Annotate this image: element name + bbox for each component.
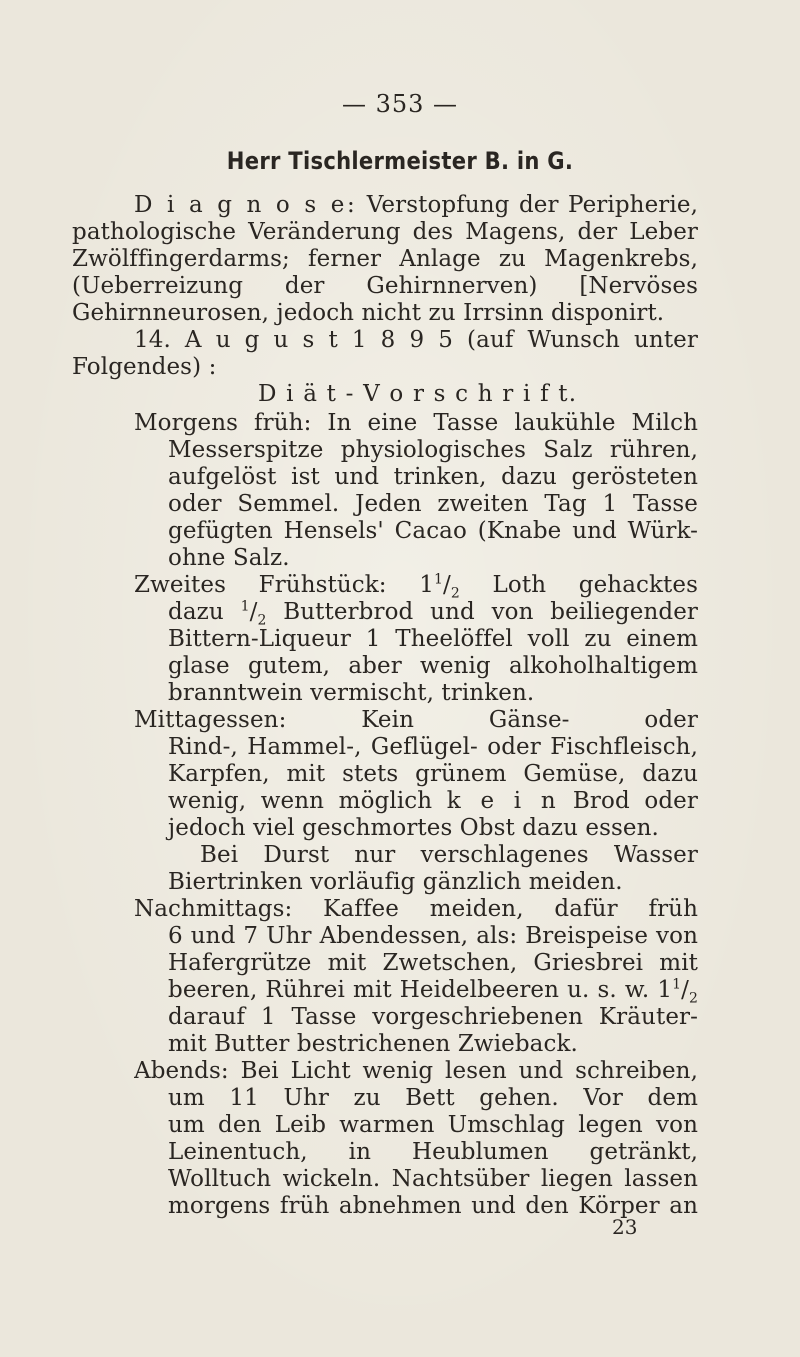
page-title: Herr Tischlermeister B. in G. xyxy=(226,147,574,175)
text-line: Biertrinken vorläufig gänzlich meiden. xyxy=(168,869,623,895)
text-line: um den Leib warmen Umschlag legen von xyxy=(168,1112,698,1138)
section-heading: D i ä t - V o r s c h r i f t. xyxy=(258,381,578,407)
text-line: wenig, wenn möglich k e i n Brod oder xyxy=(168,788,698,814)
text-line: Zweites Frühstück: $1^1/_2$ Loth gehacktes xyxy=(134,571,698,599)
text-line: ohne Salz. xyxy=(168,545,290,571)
text-line: mit Butter bestrichenen Zwieback. xyxy=(168,1031,578,1057)
text-line: Folgendes) : xyxy=(72,354,217,380)
text-line: 6 und 7 Uhr Abendessen, als: Breispeise von xyxy=(168,923,698,949)
text-line: oder Semmel. Jeden zweiten Tag 1 Tasse xyxy=(168,491,698,517)
text-line: aufgelöst ist und trinken, dazu gerösteten xyxy=(168,464,698,490)
text-line: Abends: Bei Licht wenig lesen und schreiben, xyxy=(134,1058,698,1084)
text-line: Leinentuch, in Heublumen getränkt, xyxy=(168,1139,698,1165)
text-line: um 11 Uhr zu Bett gehen. Vor dem xyxy=(168,1085,698,1111)
text-line: 14. A u g u s t 1 8 9 5 (auf Wunsch unter xyxy=(134,327,698,353)
text-line: Gehirnneurosen, jedoch nicht zu Irrsinn disponirt. xyxy=(72,300,665,326)
text-line: Zwölffingerdarms; ferner Anlage zu Magenkrebs, xyxy=(72,246,698,272)
text-line: Bei Durst nur verschlagenes Wasser xyxy=(200,842,698,868)
text-line: Rind-, Hammel-, Geflügel- oder Fischfleisch, xyxy=(168,734,698,760)
text-line: Bittern-Liqueur 1 Theelöffel voll zu einem xyxy=(168,626,698,652)
text-line: Karpfen, mit stets grünem Gemüse, dazu xyxy=(168,761,698,787)
text-line: darauf 1 Tasse vorgeschriebenen Kräuter- xyxy=(168,1004,698,1030)
text-line: D i a g n o s e: Verstopfung der Peripherie, xyxy=(134,192,698,218)
text-line: branntwein vermischt, trinken. xyxy=(168,680,535,706)
text-line: Morgens früh: In eine Tasse laukühle Milch xyxy=(134,410,698,436)
text-line: Mittagessen: Kein Gänse- oder xyxy=(134,707,698,733)
text-line: beeren, Rührei mit Heidelbeeren u. s. w. $1^1/_2$ xyxy=(168,976,698,1004)
text-line: Wolltuch wickeln. Nachtsüber liegen lassen xyxy=(168,1166,698,1192)
text-line: pathologische Veränderung des Magens, der Leber xyxy=(72,219,698,245)
text-line: Hafergrütze mit Zwetschen, Griesbrei mit xyxy=(168,950,698,976)
page-header: — 353 — xyxy=(341,90,459,118)
text-line: Nachmittags: Kaffee meiden, dafür früh xyxy=(134,896,698,922)
text-line: (Ueberreizung der Gehirnnerven) [Nervöses xyxy=(72,273,698,299)
text-line: jedoch viel geschmortes Obst dazu essen. xyxy=(168,815,659,841)
text-line: morgens früh abnehmen und den Körper an xyxy=(168,1193,698,1219)
text-line: dazu $^1/_2$ Butterbrod und von beiliegender xyxy=(168,598,698,626)
text-line: glase gutem, aber wenig alkoholhaltigem xyxy=(168,653,698,679)
text-line: Messerspitze physiologisches Salz rühren, xyxy=(168,437,698,463)
text-line: gefügten Hensels' Cacao (Knabe und Würk- xyxy=(168,518,698,544)
signature-mark: 23 xyxy=(612,1215,638,1239)
